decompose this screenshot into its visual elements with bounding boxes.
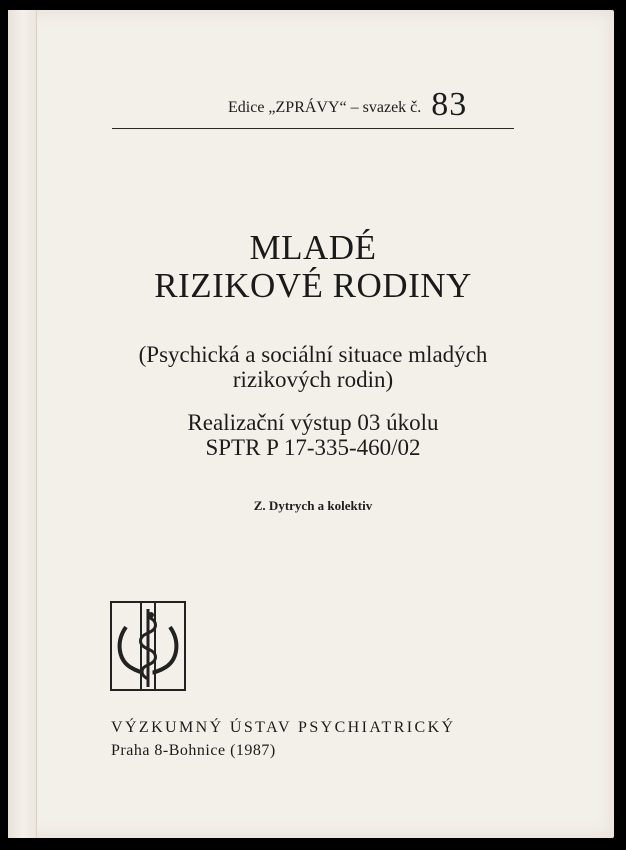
title-line-1: MLADÉ xyxy=(249,228,377,267)
psychiatry-institute-logo-icon xyxy=(110,601,186,691)
header-rule xyxy=(112,128,514,129)
subtitle-line-1: (Psychická a sociální situace mladých xyxy=(138,342,488,367)
series-number: 83 xyxy=(431,86,468,123)
title-line-2: RIZIKOVÉ RODINY xyxy=(154,266,472,305)
series-label: Edice „ZPRÁVY“ – svazek č. xyxy=(228,99,422,116)
book-spine xyxy=(8,10,37,838)
output-line-2: SPTR P 17-335-460/02 xyxy=(205,435,421,460)
subtitle-line-2: rizikových rodin) xyxy=(232,367,394,392)
institute-name: VÝZKUMNÝ ÚSTAV PSYCHIATRICKÝ xyxy=(111,719,456,736)
series-line xyxy=(228,86,467,124)
authors: Z. Dytrych a kolektiv xyxy=(253,498,373,513)
place-and-year: Praha 8-Bohnice (1987) xyxy=(111,742,276,759)
output-line-1: Realizační výstup 03 úkolu xyxy=(187,410,439,435)
